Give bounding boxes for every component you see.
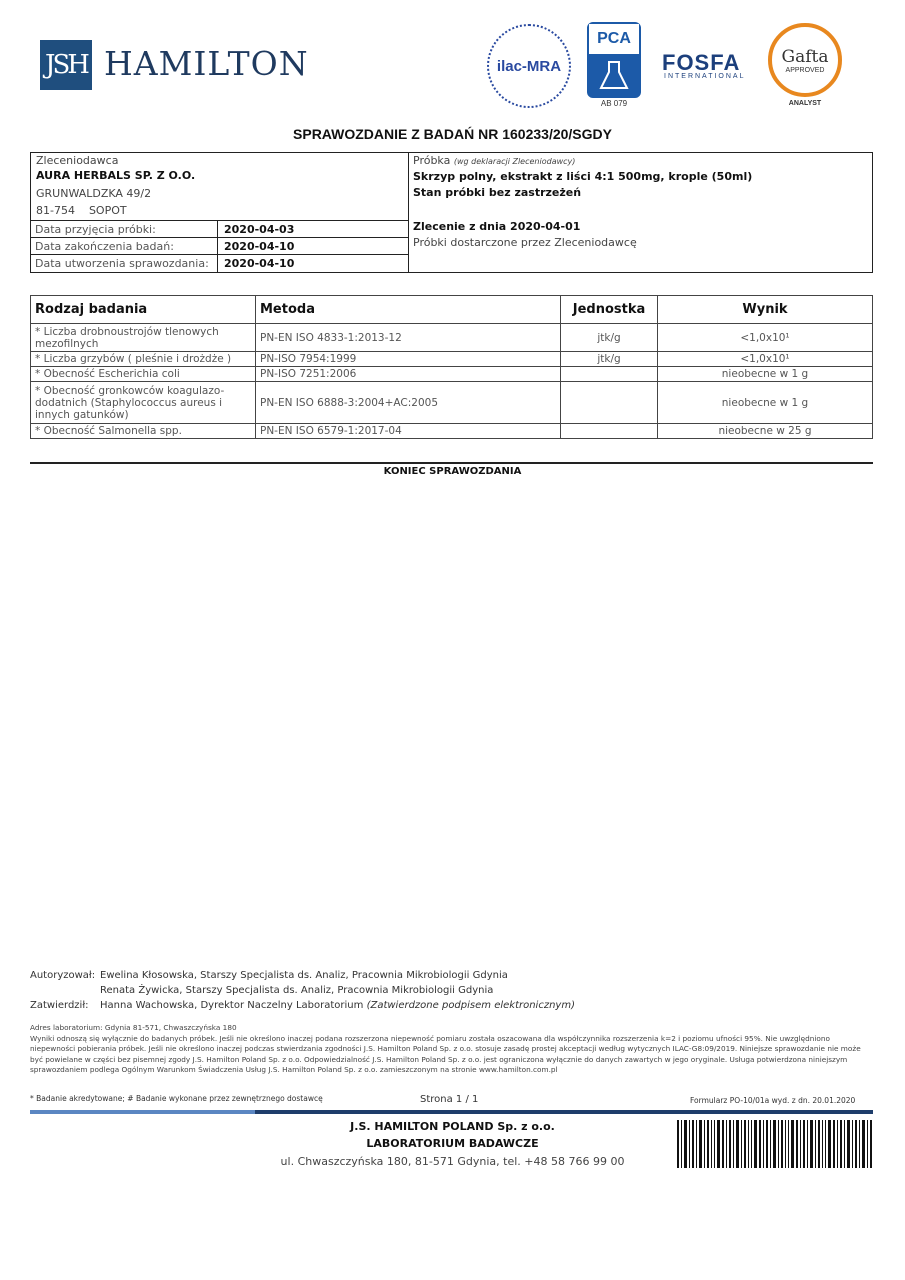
order-date: Zlecenie z dnia 2020-04-01 [413,220,581,233]
pca-label: PCA [589,24,639,54]
client-sample-box [30,152,873,273]
client-street: GRUNWALDZKA 49/2 [36,187,152,200]
test-name: * Obecność Salmonella spp. [31,424,256,439]
fosfa-logo: FOSFA [662,50,741,75]
pca-logo [587,22,641,98]
table-row [31,424,873,439]
test-result: nieobecne w 25 g [658,424,873,439]
test-unit: jtk/g [561,324,658,352]
results-table [30,295,873,439]
test-method: PN-EN ISO 6888-3:2004+AC:2005 [256,382,561,424]
date-row [31,237,408,255]
report-title: SPRAWOZDANIE Z BADAŃ NR 160233/20/SGDY [293,126,612,142]
company-name: J.S. HAMILTON POLAND Sp. z o.o. [350,1120,555,1133]
test-result: nieobecne w 1 g [658,367,873,382]
date-row [31,220,408,238]
date-label: Data zakończenia badań: [35,240,174,253]
client-city: 81-754 SOPOT [36,204,127,217]
approved-label: Zatwierdził: [30,1000,89,1011]
form-number: Formularz PO-10/01a wyd. z dn. 20.01.2020 [690,1096,856,1105]
company-address: ul. Chwaszczyńska 180, 81-571 Gdynia, tel. +48 58 766 99 00 [280,1155,625,1168]
test-unit [561,367,658,382]
table-row [31,382,873,424]
test-method: PN-ISO 7954:1999 [256,352,561,367]
sample-label: Próbka [413,154,451,167]
approved-person-line [100,1000,575,1011]
company-logo: JSH [40,40,92,90]
client-name: AURA HERBALS SP. Z O.O. [36,169,196,182]
test-unit [561,424,658,439]
test-name: * Obecność gronkowców koagulazo-dodatnich (Staphylococcus aureus i innych gatunków) [31,382,256,424]
date-value: 2020-04-03 [217,221,408,238]
sample-description: Skrzyp polny, ekstrakt z liści 4:1 500mg, krople (50ml) [413,170,753,183]
col-header-unit: Jednostka [561,296,658,324]
table-row [31,367,873,382]
sample-label-line [413,154,575,167]
lab-address: Adres laboratorium: Gdynia 81-571, Chwaszczyńska 180 [30,1023,237,1032]
authorized-person-2: Renata Żywicka, Starszy Specjalista ds. Analiz, Pracownia Mikrobiologii Gdynia [100,985,494,996]
table-header-row [31,296,873,324]
authorized-person-1: Ewelina Kłosowska, Starszy Specjalista ds. Analiz, Pracownia Mikrobiologii Gdynia [100,970,508,981]
ilac-mra-logo [487,24,571,108]
test-result: <1,0x10¹ [658,352,873,367]
table-row [31,352,873,367]
sample-label-note: (wg deklaracji Zleceniodawcy) [453,157,576,166]
end-of-report: KONIEC SPRAWOZDANIA [383,466,522,477]
legal-notes [30,1023,875,1076]
pca-flask-icon [589,54,639,96]
date-label: Data utworzenia sprawozdania: [35,257,209,270]
sample-condition: Stan próbki bez zastrzeżeń [413,186,582,199]
col-header-test: Rodzaj badania [31,296,256,324]
test-method: PN-EN ISO 6579-1:2017-04 [256,424,561,439]
pca-code: AB 079 [600,99,628,108]
barcode-icon [677,1120,872,1168]
disclaimer-text: Wyniki odnoszą się wyłącznie do badanych próbek. Jeśli nie określono inaczej podana rozszerzona niepewność pomiaru została oszacowana dla współczynnika rozszerzenia k=2 i poziomu ufności 95%. Nie uwzględniono niepewności pobierania próbek. Jeśli nie określono inaczej podczas stwierdzania zgodności J.S. Hamilton Poland Sp. z o.o. stosuje zasadę prostej akceptacji według wytycznych ILAC-G8:09/2019. Niniejsze sprawozdanie nie może być powielane w części bez pisemnej zgody J.S. Hamilton Poland Sp. z o.o. Odpowiedzialność J.S. Hamilton Poland Sp. z o.o. jest ograniczona wyłącznie do danych zawartych w jego oryginale. Usługa potwierdzona niniejszym sprawozdaniem podlega Ogólnym Warunkom Świadczenia Usług J.S. Hamilton Poland Sp. z o.o. zamieszczonym na stronie www.hamilton.com.pl [30,1033,861,1074]
test-name: * Obecność Escherichia coli [31,367,256,382]
test-method: PN-ISO 7251:2006 [256,367,561,382]
col-header-result: Wynik [658,296,873,324]
footer-bar [30,1110,873,1114]
test-name: * Liczba grzybów ( pleśnie i drożdże ) [31,352,256,367]
gafta-label: Gafta [781,46,829,67]
accreditation-legend: * Badanie akredytowane; # Badanie wykonane przez zewnętrznego dostawcę [30,1094,323,1103]
gafta-subtitle: ANALYST [788,100,822,107]
col-header-method: Metoda [256,296,561,324]
test-method: PN-EN ISO 4833-1:2013-12 [256,324,561,352]
approved-note: (Zatwierdzone podpisem elektronicznym) [366,1000,575,1011]
date-label: Data przyjęcia próbki: [35,223,156,236]
lab-name: LABORATORIUM BADAWCZE [366,1137,539,1150]
fosfa-subtitle: INTERNATIONAL [664,73,746,80]
end-divider [30,462,873,464]
approved-person: Hanna Wachowska, Dyrektor Naczelny Laboratorium [100,1000,364,1011]
test-unit: jtk/g [561,352,658,367]
brand-name: HAMILTON [104,44,309,83]
sample-delivered: Próbki dostarczone przez Zleceniodawcę [413,236,637,249]
date-value: 2020-04-10 [217,238,408,255]
table-row [31,324,873,352]
test-name: * Liczba drobnoustrojów tlenowych mezofilnych [31,324,256,352]
test-result: nieobecne w 1 g [658,382,873,424]
client-label: Zleceniodawca [36,154,119,167]
page-number: Strona 1 / 1 [420,1094,479,1105]
test-result: <1,0x10¹ [658,324,873,352]
ilac-label: ilac-MRA [496,57,562,75]
client-section [31,153,409,272]
authorized-label: Autoryzował: [30,970,96,981]
gafta-logo [768,23,842,97]
test-unit [561,382,658,424]
date-row [31,254,408,272]
gafta-approved: APPROVED [785,66,825,74]
date-value: 2020-04-10 [217,255,408,272]
